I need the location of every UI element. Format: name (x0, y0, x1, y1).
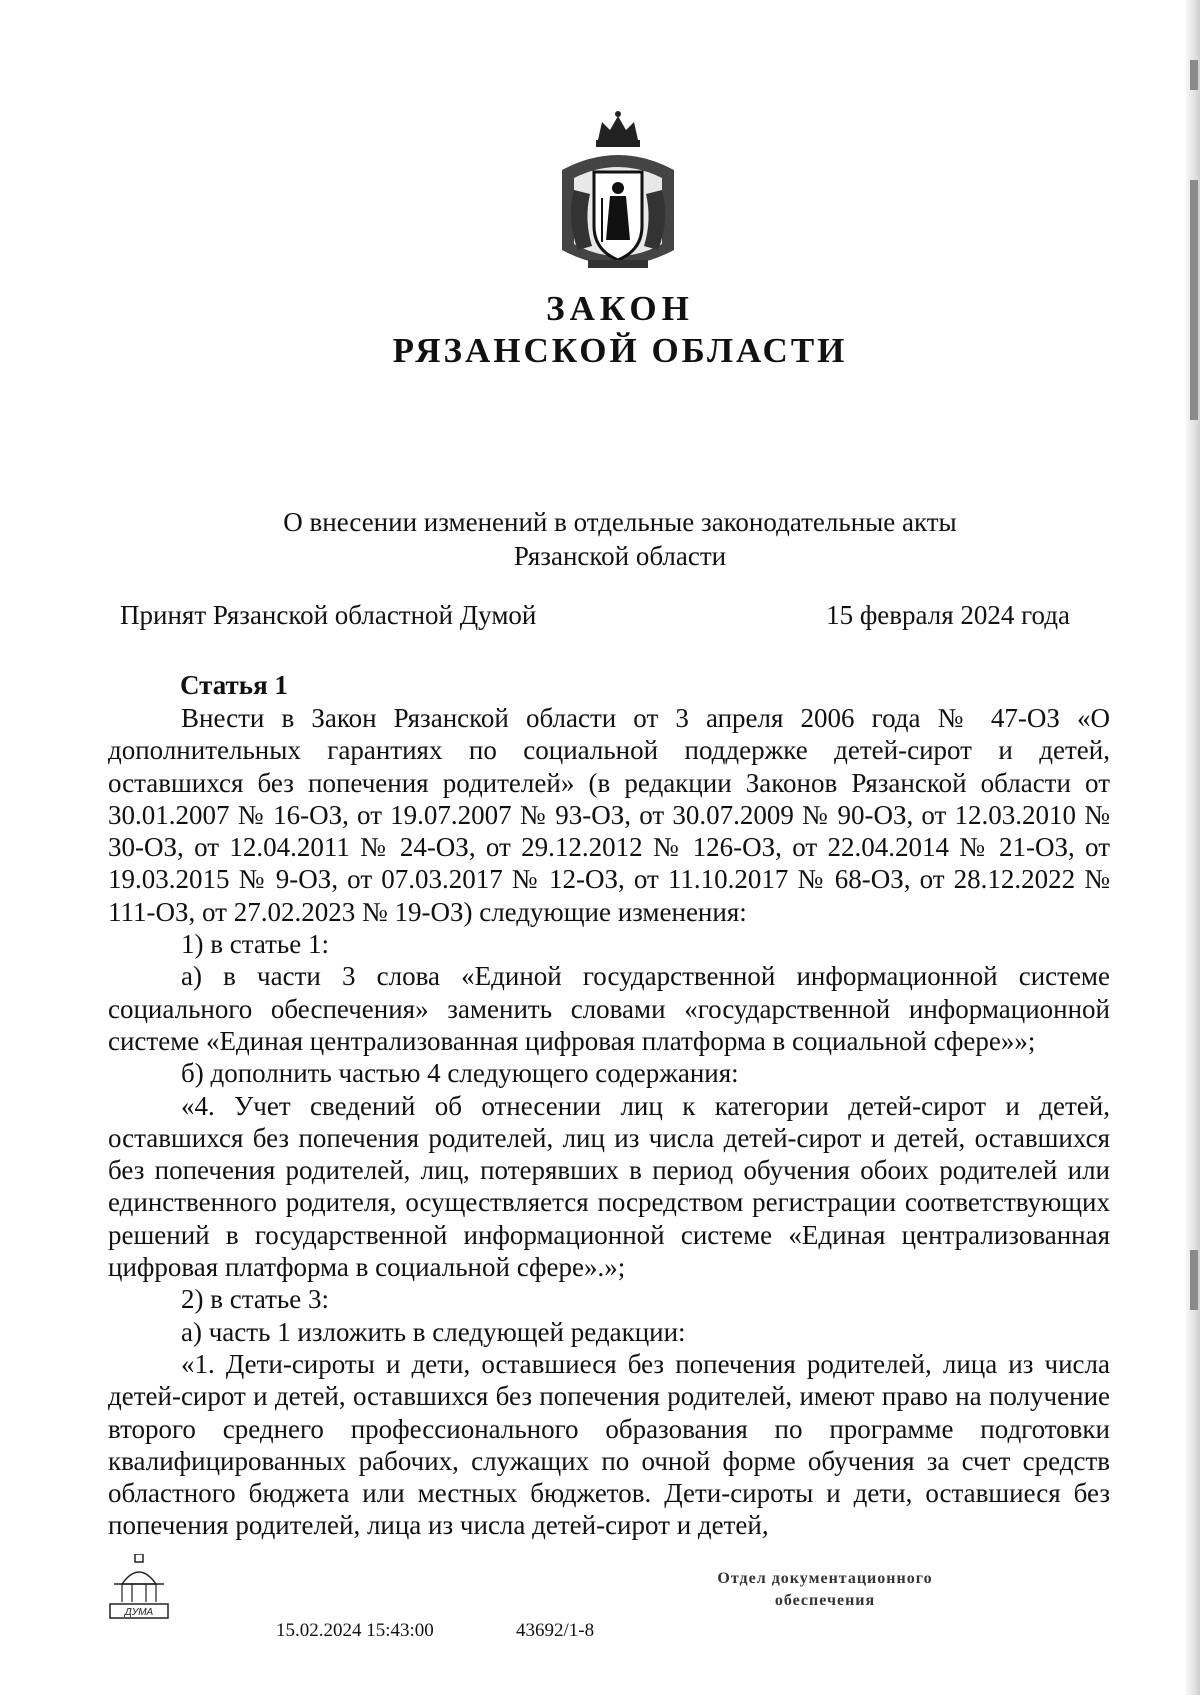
article-paragraph: 1) в статье 1: (181, 929, 329, 960)
scan-artifact (1190, 60, 1198, 90)
article-paragraph: а) в части 3 слова «Единой государственной информационной системе социального обеспечения» заменить словами «государственной информационной системе «Единая централизованная цифровая платформа в социальной сфере»»; (108, 961, 1110, 1056)
article-paragraph: а) часть 1 изложить в следующей редакции: (181, 1316, 686, 1347)
stamp-line: обеспечения (774, 1592, 876, 1609)
scan-edge (1186, 0, 1200, 1695)
article-paragraph: 2) в статье 3: (181, 1284, 329, 1315)
document-title: ЗАКОН (546, 289, 694, 328)
duma-logo-icon (108, 1554, 170, 1624)
adopted-by: Принят Рязанской областной Думой (120, 600, 537, 630)
stamp-line: Отдел документационного (717, 1570, 933, 1587)
article-paragraph: «1. Дети-сироты и дети, оставшиеся без попечения родителей, лица из числа детей-сирот и детей, оставшихся без попечения родителей, имеют право на получение второго среднего профессионального образования по программе подготовки квалифицированных рабочих, служащих по очной форме обучения за счет средств областного бюджета или местных бюджетов. Дети-сироты и дети, оставшиеся без попечения родителей, лица из числа детей-сирот и детей, (108, 1348, 1110, 1541)
footer-timestamp: 15.02.2024 15:43:00 (276, 1620, 434, 1641)
logo-text: ДУМА (124, 1607, 154, 1618)
article-paragraph: «4. Учет сведений об отнесении лиц к категории детей-сирот и детей, оставшихся без попечения родителей, лиц из числа детей-сирот и детей, оставшихся без попечения родителей, лиц, потерявших в период обучения обоих родителей или единственного родителя, осуществляется посредством регистрации соответствующих решений в государственной информационной системе «Единая централизованная цифровая платформа в социальной сфере».»; (108, 1090, 1110, 1283)
subject-line: О внесении изменений в отдельные законодательные акты (283, 507, 957, 537)
scan-artifact (1190, 1250, 1198, 1310)
document-subject (130, 505, 1110, 573)
article-paragraph: Внести в Закон Рязанской области от 3 апреля 2006 года № 47-ОЗ «О дополнительных гарантиях по социальной поддержке детей-сирот и детей, оставшихся без попечения родителей» (в редакции Законов Рязанской области от 30.01.2007 № 16-ОЗ, от 19.07.2007 № 93-ОЗ, от 30.07.2009 № 90-ОЗ, от 12.03.2010 № 30-ОЗ, от 12.04.2011 № 24-ОЗ, от 29.12.2012 № 126-ОЗ, от 22.04.2014 № 21-ОЗ, от 19.03.2015 № 9-ОЗ, от 07.03.2017 № 12-ОЗ, от 11.10.2017 № 68-ОЗ, от 28.12.2022 № 111-ОЗ, от 27.02.2023 № 19-ОЗ) следующие изменения: (108, 703, 1110, 927)
footer-reg-number: 43692/1-8 (516, 1620, 595, 1641)
subject-line: Рязанской области (513, 541, 727, 571)
article-body (108, 702, 1110, 1542)
department-stamp (690, 1568, 960, 1612)
article-heading: Статья 1 (180, 670, 288, 700)
coat-of-arms-icon (552, 110, 684, 280)
adoption-date: 15 февраля 2024 года (826, 600, 1070, 630)
document-region: РЯЗАНСКОЙ ОБЛАСТИ (392, 331, 848, 370)
article-paragraph: б) дополнить частью 4 следующего содержания: (181, 1058, 739, 1089)
